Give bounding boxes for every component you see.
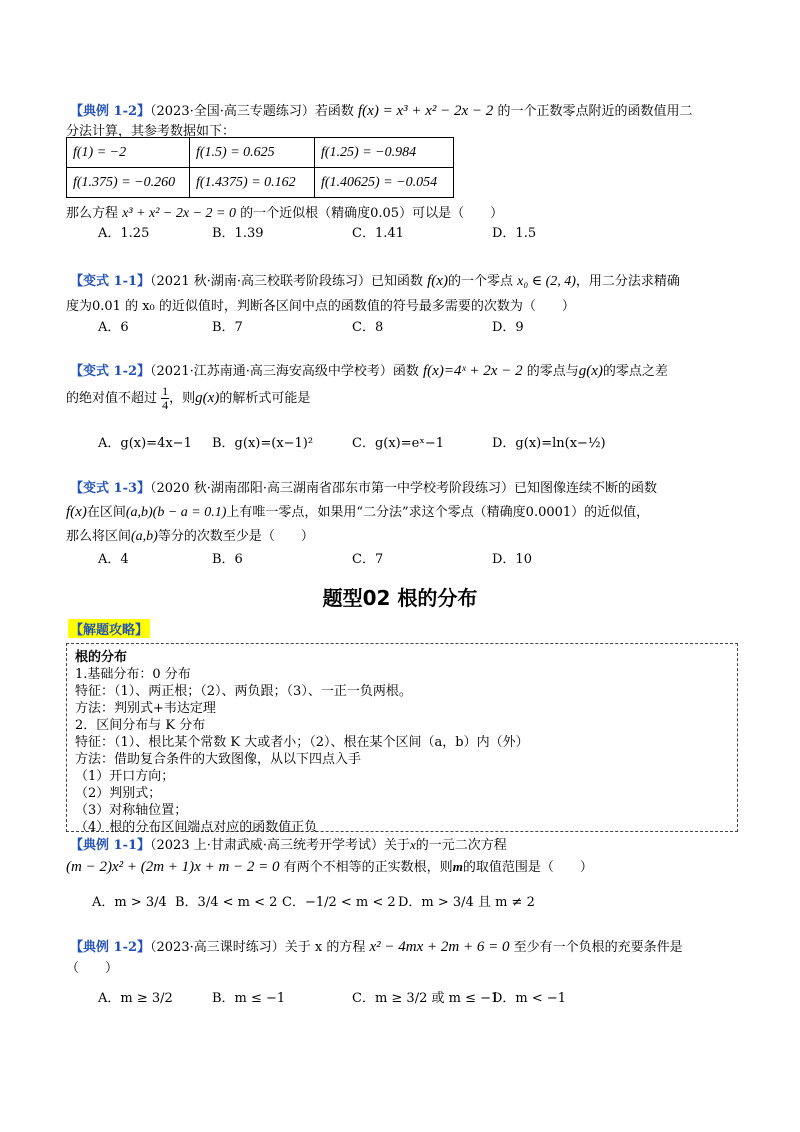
function-expression: f(x)=4ˣ + 2x − 2 [423,363,523,379]
option-a[interactable]: A．6 [98,320,129,335]
example-tag: 【典例 1-2】 [70,104,151,119]
question-text: （2021·江苏南通·高三海安高级中学校考）函数 [150,364,419,379]
table-cell: f(1.5) = 0.625 [190,138,315,168]
option-c[interactable]: C．8 [352,320,384,335]
option-d[interactable]: D．m > 3/4 且 m ≠ 2 [398,895,535,910]
example-text: 的一个正数零点附近的函数值用二 [497,104,693,119]
table-cell: f(1.25) = −0.984 [315,138,454,168]
variant-1-3-line3 [66,525,314,545]
option-d[interactable]: D．m < −1 [492,991,567,1006]
box-line: （2）判别式； [75,786,162,801]
variant-tag: 【变式 1-1】 [70,274,151,289]
question-text: 那么方程 [66,206,119,221]
reference-data-table [66,137,454,198]
option-c[interactable]: C．g(x)=eˣ−1 [352,436,445,451]
variant-tag: 【变式 1-2】 [70,364,151,379]
example-tag: 【典例 1-1】 [70,838,151,853]
table-cell: f(1.375) = −0.260 [67,168,190,198]
box-line: 方法：借助复合条件的大致图像，从以下四点入手 [75,752,362,767]
option-a[interactable]: A．1.25 [98,226,150,241]
fraction-denominator: 4 [162,398,169,412]
box-line: 方法：判别式+韦达定理 [75,701,216,716]
question-text: 有两个不相等的正实数根，则 [283,860,453,875]
question-text: （2020 秋·湖南邵阳·高三湖南省邵东市第一中学校考阶段练习）已知图像连续不断的函数 [150,481,657,496]
variant-1-2-header [70,360,668,380]
function-symbol: g(x) [195,390,220,406]
example-1-1-header [70,834,507,853]
variant-1-3-header [70,477,657,496]
question-text: 至少有一个负根的充要条件是 [513,940,683,955]
option-b[interactable]: B．6 [212,552,243,567]
question-text: 在区间 [86,505,126,520]
question-text: 的零点与 [526,364,579,379]
interval-expression: (a,b)(b − a = 0.1) [125,505,227,520]
option-a[interactable]: A．4 [98,552,129,567]
question-text: （2023 上·甘肃武威·高三统考开学考试）关于 [150,838,410,853]
option-b[interactable]: B．3/4 < m < 2 [175,895,278,910]
example-tag: 【典例 1-2】 [70,940,151,955]
option-c[interactable]: C．1.41 [352,226,404,241]
question-text: 那么将区间 [66,529,132,544]
question-text: 的一个零点 [447,274,513,289]
question-text: 的解析式可能是 [219,391,311,406]
option-a[interactable]: A．g(x)=4x−1 [98,436,192,451]
option-c[interactable]: C．m ≥ 3/2 或 m ≤ −1 [352,991,500,1006]
option-d[interactable]: D．10 [492,552,532,567]
example-1-2-question [66,202,503,222]
option-b[interactable]: B．1.39 [212,226,264,241]
equation: x² − 4mx + 2m + 6 = 0 [369,939,510,955]
question-text: 等分的次数至少是（ ） [157,529,314,544]
box-line: 1.基础分布：0 分布 [75,667,191,682]
variable-symbol: x [410,837,416,852]
variant-1-3-line2 [66,501,649,521]
example-1-2-line2: 分法计算，其参考数据如下： [66,124,236,139]
option-d[interactable]: D．1.5 [492,226,537,241]
question-text: ，则 [169,391,196,406]
section-title: 题型02 根的分布 [322,586,478,610]
table-row [67,168,454,198]
table-cell: f(1) = −2 [67,138,190,168]
variant-1-1-header [70,270,680,290]
example-1-1-line2 [66,856,593,876]
question-text: （2021 秋·湖南·高三校联考阶段练习）已知函数 [150,274,423,289]
option-c[interactable]: C．−1/2 < m < 2 [282,895,396,910]
question-text: （2023·高三课时练习）关于 x 的方程 [150,940,366,955]
example-source: （2023·全国·高三专题练习）若函数 [150,104,354,119]
box-line: （4）根的分布区间端点对应的函数值正负 [75,820,318,835]
variant-1-1-line2: 度为0.01 的 x₀ 的近似值时，判断各区间中点的函数值的符号最多需要的次数为（ ） [66,299,575,314]
variant-tag: 【变式 1-3】 [70,481,151,496]
question-text: 上有唯一零点，如果用“二分法”求这个零点（精确度0.0001）的近似值， [226,505,650,520]
table-cell: f(1.4375) = 0.162 [190,168,315,198]
equation: x³ + x² − 2x − 2 = 0 [122,206,236,221]
fraction-numerator: 1 [162,384,169,398]
zero-interval: x₀ ∈ (2, 4) [517,274,576,289]
example-1-2b-line2: （ ） [66,961,119,976]
box-line: 特征：（1）、两正根；（2）、两负跟；（3）、一正一负两根。 [75,684,412,699]
option-a[interactable]: A．m ≥ 3/2 [98,991,173,1006]
table-cell: f(1.40625) = −0.054 [315,168,454,198]
question-text: 的零点之差 [602,364,668,379]
box-heading: 根的分布 [75,650,128,665]
option-b[interactable]: B．m ≤ −1 [212,991,286,1006]
table-row [67,138,454,168]
option-d[interactable]: D．g(x)=ln(x−½) [492,436,606,451]
question-text: 的绝对值不超过 [66,391,158,406]
strategy-box [66,643,738,835]
option-d[interactable]: D．9 [492,320,524,335]
question-text: ，用二分法求精确 [575,274,680,289]
question-text: 的一元二次方程 [415,838,507,853]
variable-symbol: m [452,859,463,874]
option-a[interactable]: A．m > 3/4 [92,895,167,910]
question-text: 的取值范围是（ ） [462,860,593,875]
box-line: （3）对称轴位置； [75,803,188,818]
box-line: 2．区间分布与 K 分布 [75,718,206,733]
box-line: （1）开口方向； [75,769,175,784]
fraction [161,385,169,412]
option-c[interactable]: C．7 [352,552,384,567]
option-b[interactable]: B．g(x)=(x−1)² [212,436,314,451]
example-1-2b-header [70,936,683,956]
interval-expression: (a,b) [131,529,158,544]
function-symbol: f(x) [427,273,448,289]
function-symbol: g(x) [578,363,603,379]
variant-1-2-line2 [66,385,310,412]
question-text: 的一个近似根（精确度0.05）可以是（ ） [240,206,504,221]
example-1-2-header [70,100,692,120]
equation: (m − 2)x² + (2m + 1)x + m − 2 = 0 [66,859,280,875]
function-symbol: f(x) [66,504,87,520]
option-b[interactable]: B．7 [212,320,243,335]
box-line: 特征：（1）、根比某个常数 K 大或者小；（2）、根在某个区间（a，b）内（外） [75,735,529,750]
strategy-label: 【解题攻略】 [68,619,150,638]
function-expression: f(x) = x³ + x² − 2x − 2 [358,103,494,119]
